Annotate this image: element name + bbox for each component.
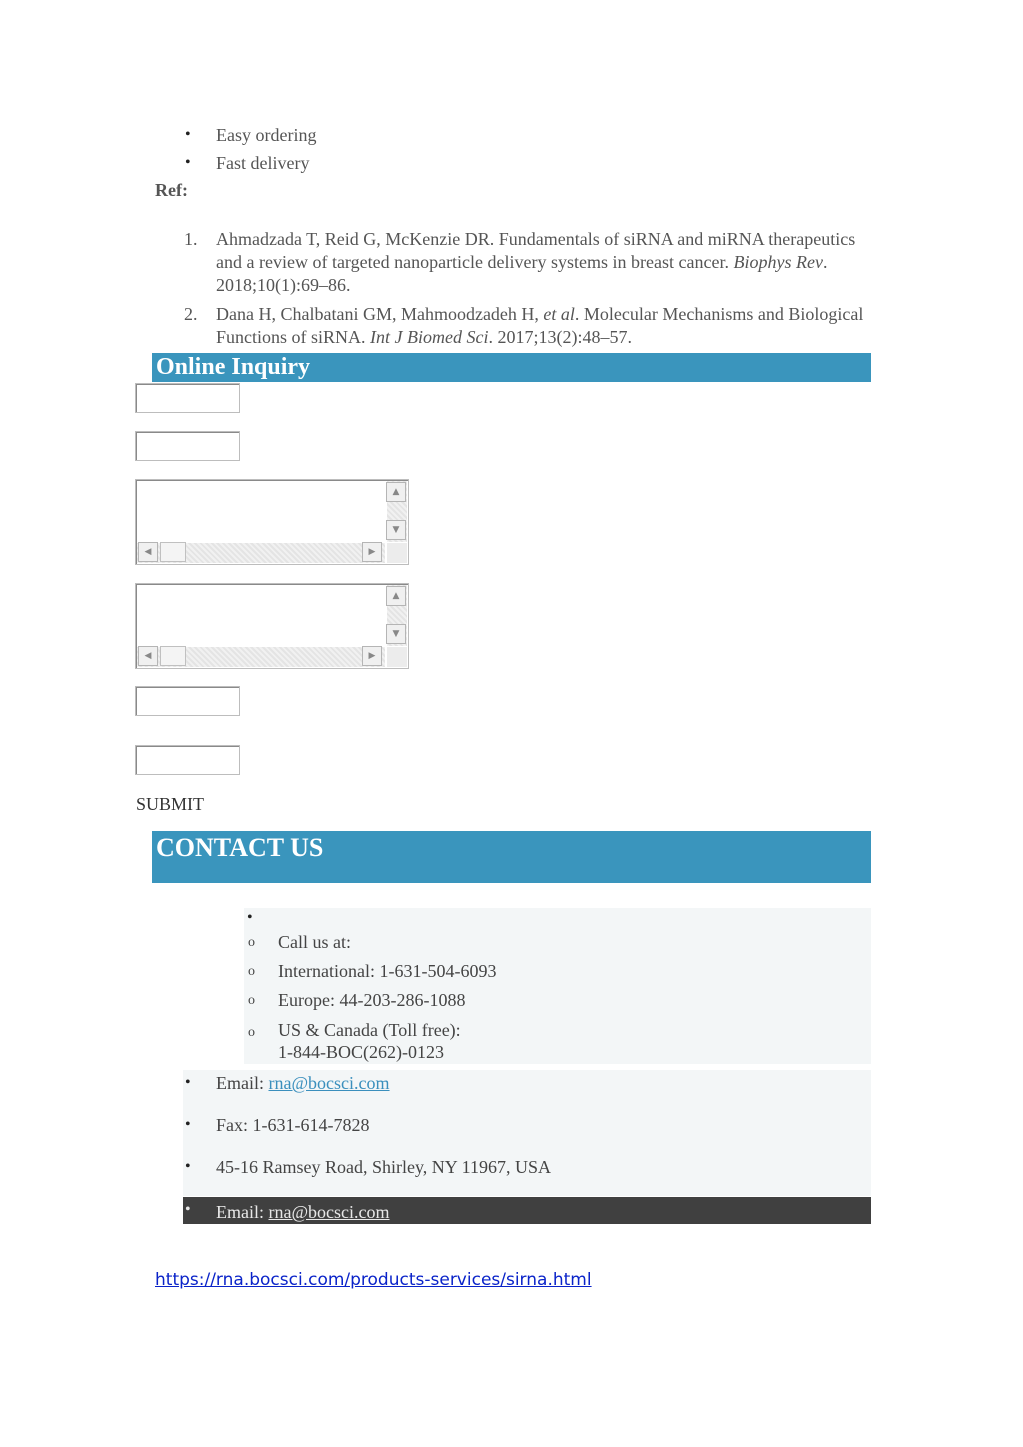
bullet-icon: • — [185, 1116, 191, 1133]
scroll-down-icon[interactable]: ▼ — [386, 520, 406, 540]
bullet-icon: • — [185, 1074, 191, 1091]
scroll-thumb[interactable] — [160, 542, 186, 562]
phone-international[interactable]: International: 1-631-504-6093 — [278, 961, 497, 981]
contact-list — [185, 1072, 551, 1198]
reference-text: Ahmadzada T, Reid G, McKenzie DR. Fundamentals of siRNA and miRNA therapeutics and a review of targeted nanoparticle delivery systems in breast cancer. — [216, 229, 856, 272]
reference-number: 1. — [184, 229, 198, 249]
list-item — [248, 932, 496, 961]
email-link[interactable]: rna@bocsci.com — [268, 1202, 390, 1222]
phone-toll-free[interactable]: 1-844-BOC(262)-0123 — [278, 1042, 444, 1062]
footer-email — [216, 1202, 390, 1223]
reference-title: . Molecular Mechanisms and Biological Functions of siRNA. — [216, 304, 864, 347]
circle-bullet-icon: o — [248, 935, 255, 950]
details-textarea[interactable] — [135, 583, 409, 669]
list-item — [185, 1072, 551, 1114]
list-item — [248, 961, 496, 990]
reference-text: Dana H, Chalbatani GM, Mahmoodzadeh H, — [216, 304, 544, 324]
bullet-icon: • — [185, 126, 191, 143]
name-field[interactable] — [135, 383, 240, 413]
scroll-up-icon[interactable]: ▲ — [386, 482, 406, 502]
phone-europe[interactable]: Europe: 44-203-286-1088 — [278, 990, 466, 1010]
journal-name: Int J Biomed Sci — [370, 327, 489, 347]
fax-text: Fax: 1-631-614-7828 — [216, 1115, 370, 1135]
ref-heading: Ref: — [155, 180, 188, 200]
resize-corner — [387, 647, 407, 667]
scroll-right-icon[interactable]: ▶ — [362, 646, 382, 666]
bullet-icon: • — [247, 909, 253, 926]
section-title: Online Inquiry — [156, 354, 311, 380]
reference-citation: . 2017;13(2):48–57. — [488, 327, 632, 347]
circle-bullet-icon: o — [248, 1025, 255, 1040]
email-label: Email: — [216, 1073, 269, 1093]
feature-text: Easy ordering — [216, 125, 317, 145]
source-url-link[interactable]: https://rna.bocsci.com/products-services/sirna.html — [155, 1270, 592, 1290]
resize-corner — [387, 543, 407, 563]
bullet-icon: • — [185, 1201, 191, 1218]
reference-list — [180, 228, 870, 355]
list-item — [248, 1019, 496, 1063]
list-item — [248, 990, 496, 1019]
contact-us-header — [152, 831, 871, 883]
list-item — [185, 1114, 551, 1156]
address-text: 45-16 Ramsey Road, Shirley, NY 11967, USA — [216, 1157, 551, 1177]
message-textarea[interactable] — [135, 479, 409, 565]
verification-field[interactable] — [135, 745, 240, 775]
feature-text: Fast delivery — [216, 153, 310, 173]
circle-bullet-icon: o — [248, 993, 255, 1008]
feature-list — [185, 124, 316, 180]
phone-list — [248, 932, 496, 1063]
bullet-icon: • — [185, 154, 191, 171]
scroll-left-icon[interactable]: ◀ — [138, 542, 158, 562]
scroll-down-icon[interactable]: ▼ — [386, 624, 406, 644]
section-title: CONTACT US — [156, 833, 324, 862]
reference-item — [180, 228, 870, 297]
journal-name: Biophys Rev — [733, 252, 823, 272]
email-field[interactable] — [135, 431, 240, 461]
submit-button[interactable]: SUBMIT — [136, 794, 205, 814]
online-inquiry-header — [152, 353, 871, 382]
phone-field[interactable] — [135, 686, 240, 716]
bullet-icon: • — [185, 1158, 191, 1175]
list-item — [185, 1156, 551, 1198]
email-label: Email: — [216, 1202, 269, 1222]
email-link[interactable]: rna@bocsci.com — [268, 1073, 390, 1093]
list-item — [185, 152, 316, 180]
phone-us-canada-label: US & Canada (Toll free): — [278, 1020, 461, 1040]
circle-bullet-icon: o — [248, 964, 255, 979]
et-al: et al — [543, 304, 575, 324]
reference-citation: . 2018;10(1):69–86. — [216, 252, 828, 295]
scroll-thumb[interactable] — [160, 646, 186, 666]
scroll-right-icon[interactable]: ▶ — [362, 542, 382, 562]
footer-email-bar — [183, 1197, 871, 1224]
call-label: Call us at: — [278, 932, 351, 952]
scroll-up-icon[interactable]: ▲ — [386, 586, 406, 606]
list-item — [185, 124, 316, 152]
scroll-left-icon[interactable]: ◀ — [138, 646, 158, 666]
reference-item — [180, 303, 870, 349]
reference-number: 2. — [184, 304, 198, 324]
